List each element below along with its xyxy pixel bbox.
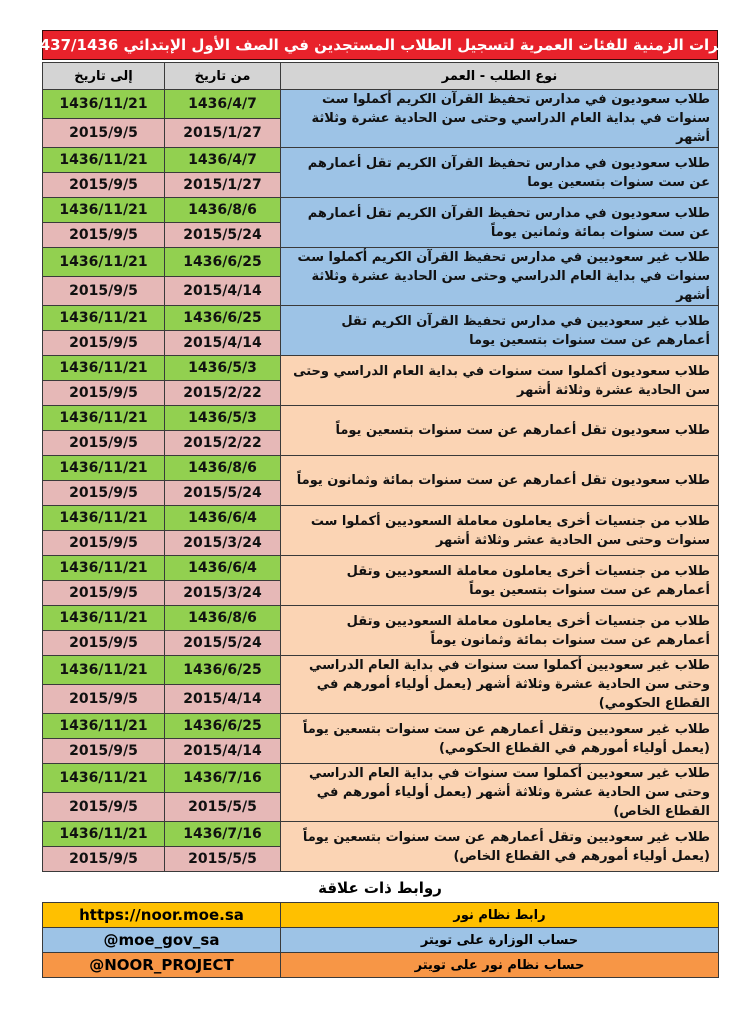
to-date-gregorian: 2015/9/5 xyxy=(43,173,165,198)
table-row xyxy=(43,714,719,739)
table-row xyxy=(43,248,719,277)
link-row xyxy=(43,928,719,953)
to-date-hijri: 1436/11/21 xyxy=(43,306,165,331)
table-row xyxy=(43,556,719,581)
from-date-gregorian: 2015/3/24 xyxy=(165,581,281,606)
to-date-gregorian: 2015/9/5 xyxy=(43,847,165,872)
from-date-hijri: 1436/4/7 xyxy=(165,148,281,173)
table-row xyxy=(43,456,719,481)
link-label: حساب الوزارة على تويتر xyxy=(281,928,719,953)
from-date-gregorian: 2015/5/5 xyxy=(165,793,281,822)
from-date-hijri: 1436/8/6 xyxy=(165,606,281,631)
request-type-cell: طلاب غير سعوديين وتقل أعمارهم عن ست سنوات بتسعين يوماً (يعمل أولياء أمورهم في القطاع الخاص) xyxy=(281,822,719,872)
to-date-gregorian: 2015/9/5 xyxy=(43,531,165,556)
to-date-hijri: 1436/11/21 xyxy=(43,606,165,631)
from-date-gregorian: 2015/4/14 xyxy=(165,331,281,356)
request-type-cell: طلاب سعوديون في مدارس تحفيظ القرآن الكريم تقل أعمارهم عن ست سنوات بتسعين يوما xyxy=(281,148,719,198)
header-from: من تاريخ xyxy=(165,63,281,90)
request-type-cell: طلاب من جنسيات أخرى يعاملون معاملة السعوديين وتقل أعمارهم عن ست سنوات بتسعين يوماً xyxy=(281,556,719,606)
link-label: رابط نظام نور xyxy=(281,903,719,928)
from-date-gregorian: 2015/5/5 xyxy=(165,847,281,872)
table-row xyxy=(43,506,719,531)
from-date-hijri: 1436/6/4 xyxy=(165,506,281,531)
request-type-cell: طلاب سعوديون أكملوا ست سنوات في بداية العام الدراسي وحتى سن الحادية عشرة وثلاثة أشهر xyxy=(281,356,719,406)
links-table xyxy=(42,902,719,978)
to-date-hijri: 1436/11/21 xyxy=(43,148,165,173)
from-date-gregorian: 2015/5/24 xyxy=(165,223,281,248)
to-date-hijri: 1436/11/21 xyxy=(43,248,165,277)
from-date-gregorian: 2015/4/14 xyxy=(165,277,281,306)
to-date-gregorian: 2015/9/5 xyxy=(43,739,165,764)
to-date-hijri: 1436/11/21 xyxy=(43,822,165,847)
from-date-gregorian: 2015/5/24 xyxy=(165,631,281,656)
table-row xyxy=(43,356,719,381)
from-date-gregorian: 2015/3/24 xyxy=(165,531,281,556)
from-date-hijri: 1436/6/25 xyxy=(165,248,281,277)
table-header-row xyxy=(43,63,719,90)
from-date-hijri: 1436/6/25 xyxy=(165,714,281,739)
table-row xyxy=(43,198,719,223)
to-date-hijri: 1436/11/21 xyxy=(43,764,165,793)
table-row xyxy=(43,406,719,431)
table-row xyxy=(43,606,719,631)
from-date-hijri: 1436/5/3 xyxy=(165,406,281,431)
request-type-cell: طلاب سعوديون تقل أعمارهم عن ست سنوات بمائة وثمانون يوماً xyxy=(281,456,719,506)
table-row xyxy=(43,306,719,331)
from-date-hijri: 1436/6/25 xyxy=(165,306,281,331)
request-type-cell: طلاب سعوديون في مدارس تحفيظ القرآن الكريم أكملوا ست سنوات في بداية العام الدراسي وحتى سن الحادية عشرة وثلاثة أشهر xyxy=(281,90,719,148)
header-type: نوع الطلب - العمر xyxy=(281,63,719,90)
from-date-hijri: 1436/4/7 xyxy=(165,90,281,119)
to-date-hijri: 1436/11/21 xyxy=(43,506,165,531)
from-date-hijri: 1436/7/16 xyxy=(165,764,281,793)
table-row xyxy=(43,822,719,847)
to-date-gregorian: 2015/9/5 xyxy=(43,793,165,822)
page-title: الفترات الزمنية للفئات العمرية لتسجيل الطلاب المستجدين في الصف الأول الإبتدائي 1437/1436هـ xyxy=(42,30,718,60)
to-date-hijri: 1436/11/21 xyxy=(43,556,165,581)
to-date-gregorian: 2015/9/5 xyxy=(43,119,165,148)
request-type-cell: طلاب من جنسيات أخرى يعاملون معاملة السعوديين أكملوا ست سنوات وحتى سن الحادية عشر وثلاثة أشهر xyxy=(281,506,719,556)
request-type-cell: طلاب غير سعوديين في مدارس تحفيظ القرآن الكريم تقل أعمارهم عن ست سنوات بتسعين يوما xyxy=(281,306,719,356)
from-date-hijri: 1436/5/3 xyxy=(165,356,281,381)
request-type-cell: طلاب غير سعوديين في مدارس تحفيظ القرآن الكريم أكملوا ست سنوات في بداية العام الدراسي وحتى سن الحادية عشرة وثلاثة أشهر xyxy=(281,248,719,306)
to-date-gregorian: 2015/9/5 xyxy=(43,581,165,606)
from-date-gregorian: 2015/4/14 xyxy=(165,685,281,714)
table-row xyxy=(43,764,719,793)
from-date-gregorian: 2015/5/24 xyxy=(165,481,281,506)
to-date-hijri: 1436/11/21 xyxy=(43,198,165,223)
from-date-gregorian: 2015/2/22 xyxy=(165,381,281,406)
to-date-gregorian: 2015/9/5 xyxy=(43,331,165,356)
to-date-hijri: 1436/11/21 xyxy=(43,456,165,481)
request-type-cell: طلاب سعوديون تقل أعمارهم عن ست سنوات بتسعين يوماً xyxy=(281,406,719,456)
document xyxy=(13,30,747,978)
request-type-cell: طلاب سعوديون في مدارس تحفيظ القرآن الكريم تقل أعمارهم عن ست سنوات بمائة وثمانين يوماً xyxy=(281,198,719,248)
header-to: إلى تاريخ xyxy=(43,63,165,90)
to-date-gregorian: 2015/9/5 xyxy=(43,277,165,306)
from-date-gregorian: 2015/2/22 xyxy=(165,431,281,456)
request-type-cell: طلاب من جنسيات أخرى يعاملون معاملة السعوديين وتقل أعمارهم عن ست سنوات بمائة وثمانون يوماً xyxy=(281,606,719,656)
link-row xyxy=(43,953,719,978)
table-row xyxy=(43,90,719,119)
from-date-gregorian: 2015/1/27 xyxy=(165,173,281,198)
from-date-hijri: 1436/6/4 xyxy=(165,556,281,581)
to-date-gregorian: 2015/9/5 xyxy=(43,481,165,506)
from-date-gregorian: 2015/4/14 xyxy=(165,739,281,764)
noor-twitter-link[interactable]: @NOOR_PROJECT xyxy=(43,953,281,978)
links-title: روابط ذات علاقة xyxy=(318,879,442,897)
table-row xyxy=(43,148,719,173)
to-date-hijri: 1436/11/21 xyxy=(43,90,165,119)
from-date-hijri: 1436/7/16 xyxy=(165,822,281,847)
to-date-hijri: 1436/11/21 xyxy=(43,656,165,685)
noor-site-link[interactable]: https://noor.moe.sa xyxy=(43,903,281,928)
request-type-cell: طلاب غير سعوديين أكملوا ست سنوات في بداية العام الدراسي وحتى سن الحادية عشرة وثلاثة أشهر (يعمل أولياء أمورهم في القطاع الخاص) xyxy=(281,764,719,822)
table-row xyxy=(43,656,719,685)
link-row xyxy=(43,903,719,928)
link-label: حساب نظام نور على تويتر xyxy=(281,953,719,978)
from-date-hijri: 1436/8/6 xyxy=(165,198,281,223)
to-date-gregorian: 2015/9/5 xyxy=(43,223,165,248)
to-date-gregorian: 2015/9/5 xyxy=(43,381,165,406)
from-date-hijri: 1436/8/6 xyxy=(165,456,281,481)
to-date-hijri: 1436/11/21 xyxy=(43,714,165,739)
request-type-cell: طلاب غير سعوديين أكملوا ست سنوات في بداية العام الدراسي وحتى سن الحادية عشرة وثلاثة أشهر (يعمل أولياء أمورهم في القطاع الحكومي) xyxy=(281,656,719,714)
to-date-hijri: 1436/11/21 xyxy=(43,406,165,431)
periods-table xyxy=(42,62,719,872)
to-date-gregorian: 2015/9/5 xyxy=(43,685,165,714)
request-type-cell: طلاب غير سعوديين وتقل أعمارهم عن ست سنوات بتسعين يوماً (يعمل أولياء أمورهم في القطاع الحكومي) xyxy=(281,714,719,764)
to-date-gregorian: 2015/9/5 xyxy=(43,431,165,456)
from-date-hijri: 1436/6/25 xyxy=(165,656,281,685)
moe-twitter-link[interactable]: @moe_gov_sa xyxy=(43,928,281,953)
to-date-hijri: 1436/11/21 xyxy=(43,356,165,381)
to-date-gregorian: 2015/9/5 xyxy=(43,631,165,656)
from-date-gregorian: 2015/1/27 xyxy=(165,119,281,148)
